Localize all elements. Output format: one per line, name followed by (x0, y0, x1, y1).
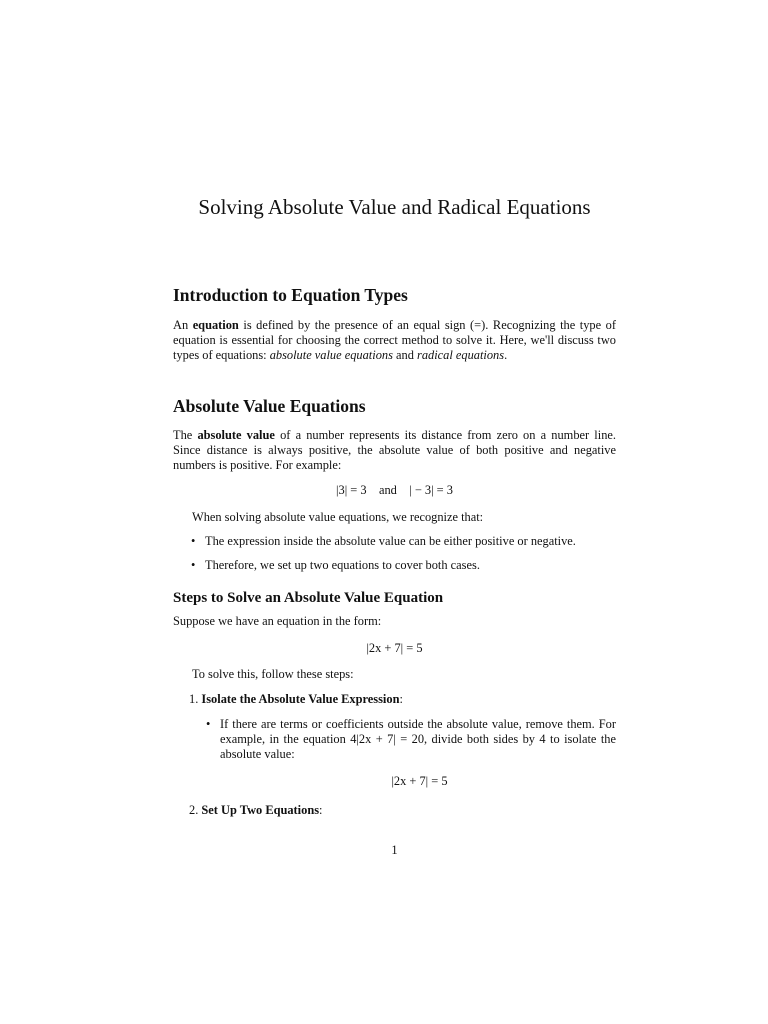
abs-paragraph (173, 428, 616, 472)
intro-paragraph (173, 318, 616, 362)
step-label: Isolate the Absolute Value Expression (201, 692, 400, 706)
steps-equation-2: |2x + 7| = 5 (391, 774, 448, 788)
step-2: 2. Set Up Two Equations: (189, 803, 323, 817)
intro-text-b: is defined by the presence of an equal sign (=). Recognizing the type of equation is essential for choosing the correct method to solve it. Here, we'll discuss two types of equations: (173, 318, 616, 362)
bullet-text: Therefore, we set up two equations to cover both cases. (205, 558, 480, 572)
step-number: 2. (189, 803, 199, 817)
steps-intro-text: Suppose we have an equation in the form: (173, 614, 382, 628)
step-label: Set Up Two Equations (201, 803, 320, 817)
abs-text-b: of a number represents its distance from zero on a number line. Since distance is always positive, the absolute value of both positive and negative numbers is positive. For example: (173, 428, 616, 472)
intro-text-d: . (504, 347, 508, 362)
heading-introduction: Introduction to Equation Types (173, 285, 408, 305)
abs-bullet-list (191, 534, 616, 573)
intro-term-abs: absolute value equations (269, 347, 393, 362)
intro-term-equation: equation (192, 318, 239, 332)
abs-text-a: The (173, 428, 198, 442)
step-1: 1. Isolate the Absolute Value Expression: (189, 692, 403, 706)
page-number: 1 (391, 843, 398, 857)
intro-text-c: and (392, 347, 417, 362)
list-item (191, 558, 616, 573)
bullet-icon: • (206, 717, 211, 731)
steps-equation-1: |2x + 7| = 5 (366, 641, 423, 655)
list-item (191, 534, 616, 549)
step-number: 1. (189, 692, 199, 706)
bullet-text: The expression inside the absolute value can be either positive or negative. (205, 534, 576, 548)
bullet-icon: • (191, 558, 196, 572)
intro-term-radical: radical equations (417, 347, 505, 362)
abs-recognize-text: When solving absolute value equations, we recognize that: (192, 510, 484, 524)
heading-steps: Steps to Solve an Absolute Value Equation (173, 590, 444, 606)
bullet-icon: • (191, 534, 196, 548)
step-1-subitem-text: If there are terms or coefficients outside the absolute value, remove them. For example, in the equation 4|2x + 7| = 20, divide both sides by 4 to isolate the absolute value: (220, 717, 616, 761)
step-1-subitem (206, 717, 616, 761)
abs-example-equation: |3| = 3 and | − 3| = 3 (336, 483, 453, 497)
heading-absolute-value: Absolute Value Equations (173, 396, 366, 416)
document-title: Solving Absolute Value and Radical Equations (198, 195, 591, 219)
steps-follow-text: To solve this, follow these steps: (192, 667, 354, 681)
intro-text-a: An (173, 318, 193, 332)
abs-term: absolute value (197, 428, 275, 442)
